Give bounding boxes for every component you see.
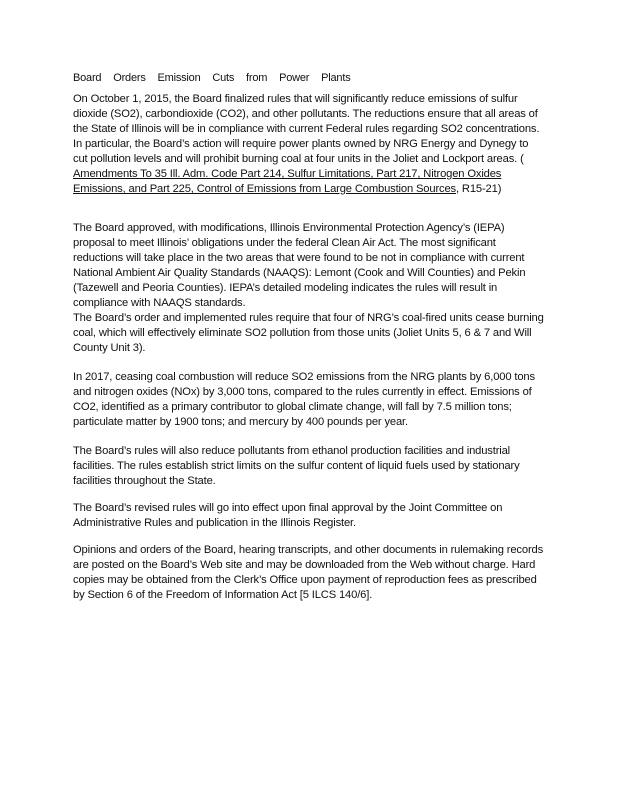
paragraph-other-pollutants: The Board’s rules will also reduce pollutants from ethanol production facilities and industrial facilities. The rules establish strict limits on the sulfur content of liquid fuels used by stationary facilities throughout the State.	[73, 445, 520, 487]
paragraph-board-approval: The Board approved, with modifications, Illinois Environmental Protection Agency’s (IEPA) proposal to meet Illinois’ obligations under the federal Clean Air Act. The most significant reductions will take place in the two areas that were found to be not in compliance with current National Ambient Air Quality Standards (NAAQS): Lemont (Cook and Will Counties) and Pekin (Tazewell and Peoria Counties). IEPA’s detailed modeling indicates the rules will result in compliance with NAAQS standards.	[73, 222, 526, 309]
rulemaking-citation: Amendments To 35 Ill. Adm. Code Part 214, Sulfur Limitations, Part 217, Nitrogen Oxides Emissions, and Part 225, Control of Emissions from Large Combustion Sources	[73, 168, 502, 195]
paragraph-board-order: The Board’s order and implemented rules require that four of NRG’s coal-fired units cease burning coal, which will effectively eliminate SO2 pollution from those units (Joliet Units 5, 6 & 7 and Will County Unit 3).	[73, 312, 544, 354]
paragraph-effective-date: The Board’s revised rules will go into effect upon final approval by the Joint Committee on Administrative Rules and publication in the Illinois Register.	[73, 502, 503, 529]
docket-number: , R15-21)	[455, 183, 502, 195]
paragraph-public-records: Opinions and orders of the Board, hearing transcripts, and other documents in rulemaking records are posted on the Board’s Web site and may be downloaded from the Web without charge. Hard copies may be obtained from the Clerk’s Office upon payment of reproduction fees as prescribed by Section 6 of the Freedom of Information Act [5 ILCS 140/6].	[73, 544, 544, 601]
document-title: Board Orders Emission Cuts from Power Plants	[73, 72, 351, 84]
paragraph-intro-text: On October 1, 2015, the Board finalized rules that will significantly reduce emissions of sulfur dioxide (SO2), carbondioxide (CO2), and other pollutants. The reductions ensure that all areas of the State of Illinois will be in compliance with current Federal rules regarding SO2 concentrations. In particular, the Board’s action will require power plants owned by NRG Energy and Dynegy to cut pollution levels and will prohibit burning coal at four units in the Joliet and Lockport areas. (	[73, 93, 540, 165]
paragraph-2017-reductions: In 2017, ceasing coal combustion will reduce SO2 emissions from the NRG plants by 6,000 tons and nitrogen oxides (NOx) by 3,000 tons, compared to the rules currently in effect. Emissions of CO2, identified as a primary contributor to global climate change, will fall by 7.5 million tons; particulate matter by 1900 tons; and mercury by 400 pounds per year.	[73, 371, 535, 428]
document-body	[73, 72, 545, 603]
paragraph-intro	[73, 92, 545, 197]
